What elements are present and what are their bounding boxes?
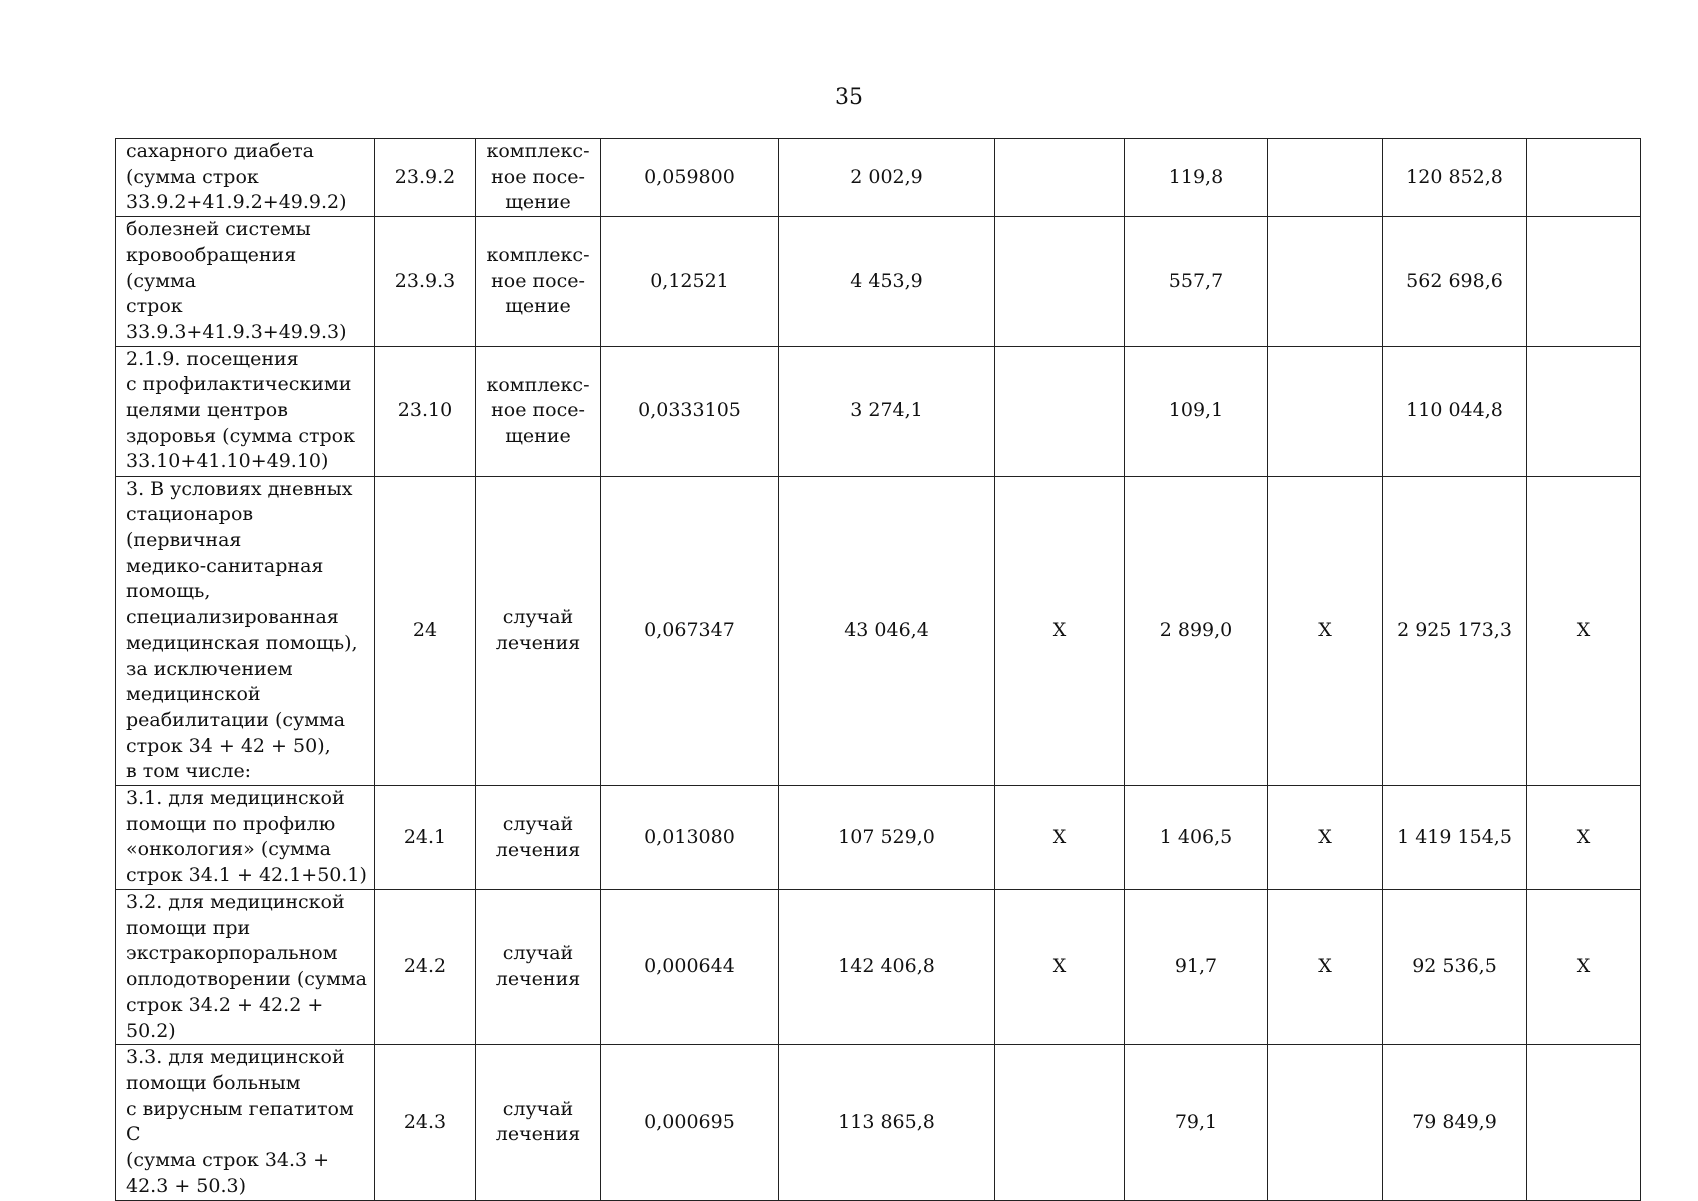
value-cell: 79 849,9 [1383, 1045, 1527, 1200]
value-cell: 109,1 [1125, 346, 1268, 476]
unit-cell [476, 139, 601, 217]
value-cell [995, 217, 1125, 347]
value-cell: 0,013080 [601, 786, 779, 890]
line-number-cell: 24.2 [375, 890, 476, 1045]
unit-cell [476, 786, 601, 890]
value-cell: 3 274,1 [779, 346, 995, 476]
value-cell [1268, 346, 1383, 476]
unit-cell [476, 346, 601, 476]
table-row [116, 1045, 1641, 1200]
row-name-cell [116, 217, 375, 347]
value-cell: 1 419 154,5 [1383, 786, 1527, 890]
value-cell: X [1527, 786, 1641, 890]
value-cell [995, 139, 1125, 217]
value-cell: 2 899,0 [1125, 476, 1268, 785]
value-cell: 0,12521 [601, 217, 779, 347]
value-cell: 557,7 [1125, 217, 1268, 347]
value-cell [1527, 1045, 1641, 1200]
value-cell: 0,059800 [601, 139, 779, 217]
value-cell: 1 406,5 [1125, 786, 1268, 890]
row-name-cell [116, 1045, 375, 1200]
unit-label: случай лечения [495, 942, 581, 991]
value-cell: 2 002,9 [779, 139, 995, 217]
unit-label: случай лечения [495, 812, 581, 861]
row-name: 3.3. для медицинской помощи больным с вирусным гепатитом С (сумма строк 34.3 + 42.3 + 50.3) [126, 1046, 354, 1197]
line-number-cell: 23.9.2 [375, 139, 476, 217]
unit-label: комплекс- ное посе- щение [486, 243, 590, 318]
value-cell: 79,1 [1125, 1045, 1268, 1200]
value-cell: X [1268, 476, 1383, 785]
value-cell: 92 536,5 [1383, 890, 1527, 1045]
value-cell [995, 1045, 1125, 1200]
value-cell: 113 865,8 [779, 1045, 995, 1200]
value-cell: X [1527, 890, 1641, 1045]
value-cell: X [1268, 786, 1383, 890]
value-cell: 43 046,4 [779, 476, 995, 785]
data-table [115, 138, 1641, 1201]
row-name: болезней системы кровообращения (сумма строк 33.9.3+41.9.3+49.9.3) [126, 218, 347, 343]
value-cell: X [995, 786, 1125, 890]
line-number-cell: 23.9.3 [375, 217, 476, 347]
value-cell [1268, 1045, 1383, 1200]
table-row [116, 139, 1641, 217]
row-name-cell [116, 786, 375, 890]
value-cell: 142 406,8 [779, 890, 995, 1045]
row-name: 2.1.9. посещения с профилактическими целями центров здоровья (сумма строк 33.10+41.10+49.10) [126, 347, 355, 473]
unit-label: комплекс- ное посе- щение [486, 140, 590, 214]
row-name-cell [116, 890, 375, 1045]
unit-label: комплекс- ное посе- щение [486, 373, 590, 447]
value-cell: 0,067347 [601, 476, 779, 785]
unit-cell [476, 890, 601, 1045]
table-row [116, 217, 1641, 347]
line-number-cell: 24.3 [375, 1045, 476, 1200]
row-name: 3. В условиях дневных стационаров (первичная медико-санитарная помощь, специализированная медицинская помощь), за исключением медицинской реабилитации (сумма строк 34 + 42 + 50), в том числе: [126, 477, 358, 783]
value-cell: 91,7 [1125, 890, 1268, 1045]
row-name-cell [116, 346, 375, 476]
line-number-cell: 23.10 [375, 346, 476, 476]
line-number-cell: 24.1 [375, 786, 476, 890]
value-cell [1527, 346, 1641, 476]
line-number-cell: 24 [375, 476, 476, 785]
unit-label: случай лечения [495, 606, 581, 654]
value-cell: 0,000695 [601, 1045, 779, 1200]
value-cell: 0,0333105 [601, 346, 779, 476]
table-row [116, 786, 1641, 890]
value-cell: X [1527, 476, 1641, 785]
value-cell [1268, 217, 1383, 347]
table-row [116, 890, 1641, 1045]
unit-cell [476, 217, 601, 347]
value-cell: 562 698,6 [1383, 217, 1527, 347]
unit-label: случай лечения [495, 1097, 581, 1146]
page-number: 35 [835, 85, 863, 110]
unit-cell [476, 1045, 601, 1200]
table-row [116, 346, 1641, 476]
value-cell: X [995, 476, 1125, 785]
value-cell: 0,000644 [601, 890, 779, 1045]
value-cell [1527, 217, 1641, 347]
value-cell [1527, 139, 1641, 217]
table-row [116, 476, 1641, 785]
value-cell: 120 852,8 [1383, 139, 1527, 217]
row-name-cell [116, 476, 375, 785]
row-name: сахарного диабета (сумма строк 33.9.2+41.9.2+49.9.2) [126, 140, 347, 214]
value-cell: 2 925 173,3 [1383, 476, 1527, 785]
row-name: 3.2. для медицинской помощи при экстракорпоральном оплодотворении (сумма строк 34.2 + 42.2 + 50.2) [126, 891, 367, 1042]
value-cell: 107 529,0 [779, 786, 995, 890]
value-cell: 110 044,8 [1383, 346, 1527, 476]
row-name-cell [116, 139, 375, 217]
value-cell: 119,8 [1125, 139, 1268, 217]
value-cell [995, 346, 1125, 476]
unit-cell [476, 476, 601, 785]
row-name: 3.1. для медицинской помощи по профилю «онкология» (сумма строк 34.1 + 42.1+50.1) [126, 787, 367, 887]
value-cell [1268, 139, 1383, 217]
value-cell: X [995, 890, 1125, 1045]
value-cell: X [1268, 890, 1383, 1045]
value-cell: 4 453,9 [779, 217, 995, 347]
